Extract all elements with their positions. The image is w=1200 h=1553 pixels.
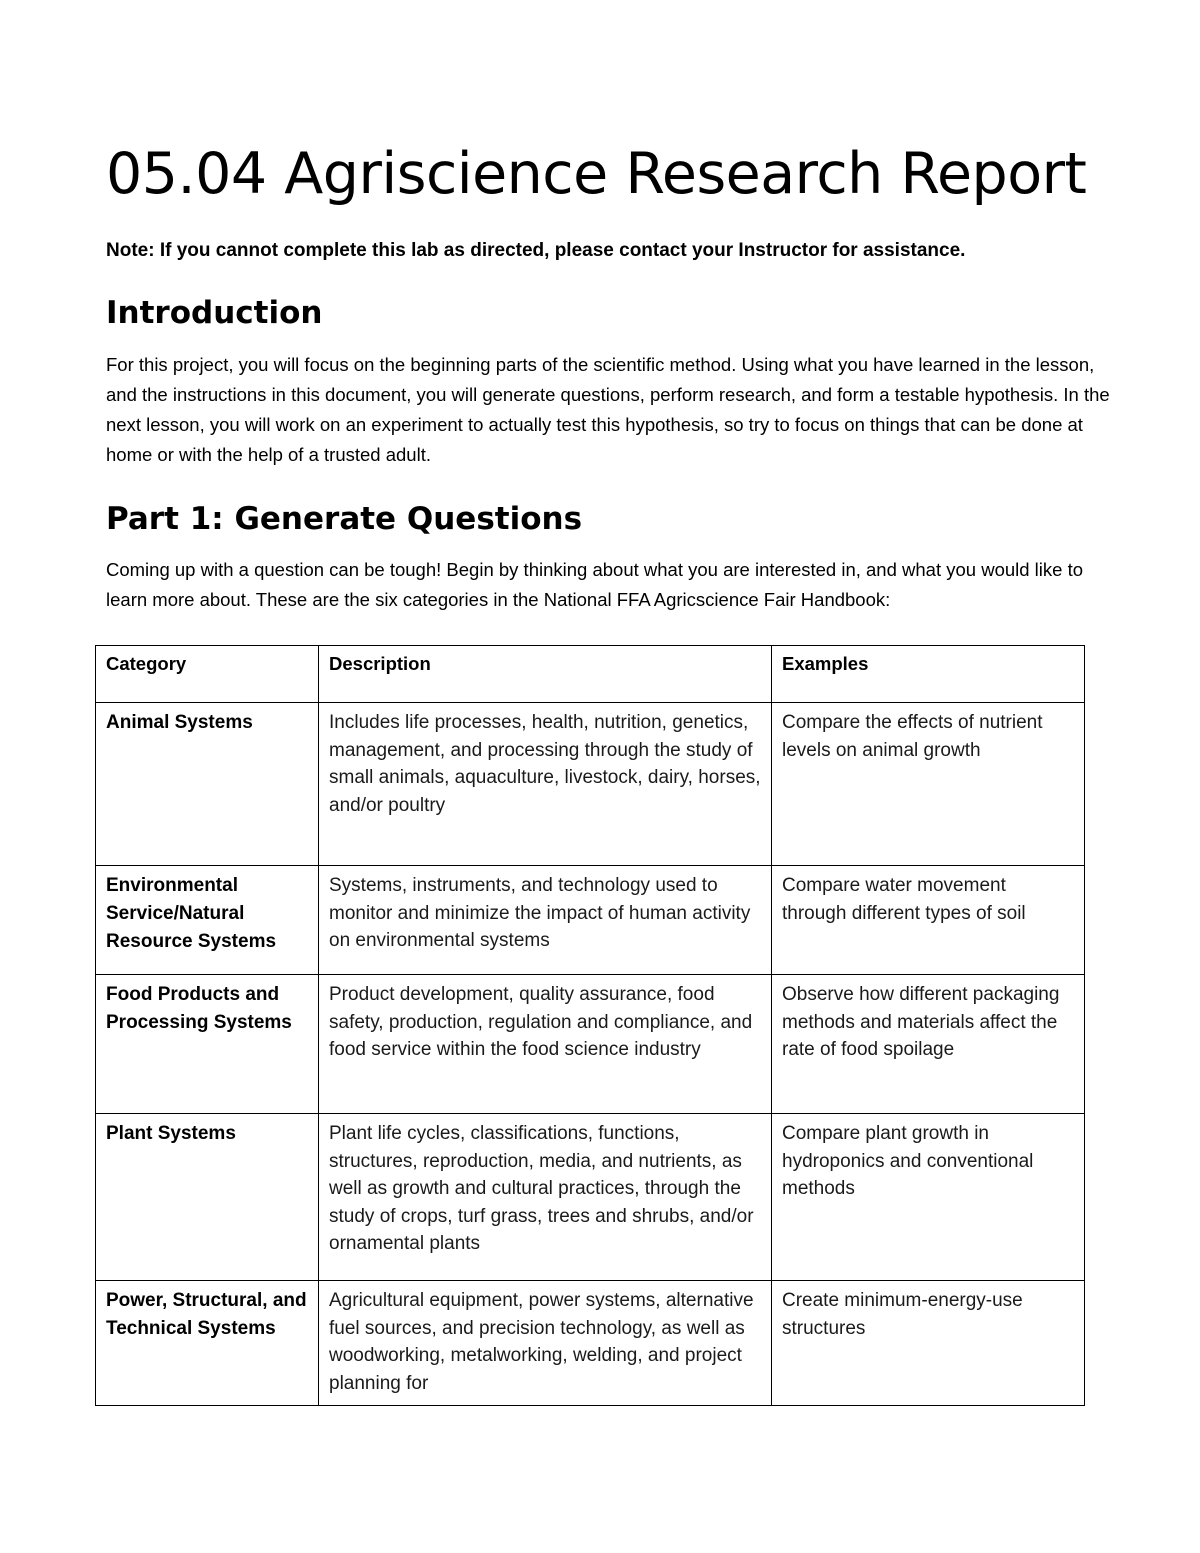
category-description: Plant life cycles, classifications, functions, structures, reproduction, media, and nutrients, as well as growth and cultural practices, through the study of crops, turf grass, trees and shrubs, and/or ornamental plants xyxy=(329,1123,754,1254)
table-row xyxy=(96,975,1085,1114)
table-row xyxy=(96,1114,1085,1281)
example-cell xyxy=(772,975,1085,1114)
header-cell-description xyxy=(319,646,772,703)
category-name: Environmental Service/Natural Resource Systems xyxy=(106,875,277,952)
category-example: Observe how different packaging methods and materials affect the rate of food spoilage xyxy=(782,984,1060,1060)
category-description: Agricultural equipment, power systems, alternative fuel sources, and precision technology, as well as woodworking, metalworking, welding, and project planning for xyxy=(329,1290,754,1394)
category-cell xyxy=(96,1281,319,1406)
category-cell xyxy=(96,866,319,975)
category-name: Food Products and Processing Systems xyxy=(106,984,292,1033)
description-cell xyxy=(319,703,772,866)
document-title: 05.04 Agriscience Research Report xyxy=(106,141,1087,207)
introduction-heading: Introduction xyxy=(106,295,323,331)
description-cell xyxy=(319,866,772,975)
introduction-paragraph: For this project, you will focus on the beginning parts of the scientific method. Using what you have learned in the lesson, and the instructions in this document, you will generate questions, perform research, and form a testable hypothesis. In the next lesson, you will work on an experiment to actually test this hypothesis, so try to focus on things that can be done at home or with the help of a trusted adult. xyxy=(106,354,1110,465)
description-cell xyxy=(319,1114,772,1281)
category-cell xyxy=(96,975,319,1114)
category-cell xyxy=(96,1114,319,1281)
example-cell xyxy=(772,1114,1085,1281)
table-row xyxy=(96,1281,1085,1406)
example-cell xyxy=(772,703,1085,866)
header-category-label: Category xyxy=(106,653,187,674)
category-description: Includes life processes, health, nutrition, genetics, management, and processing through the study of small animals, aquaculture, livestock, dairy, horses, and/or poultry xyxy=(329,712,761,816)
example-cell xyxy=(772,1281,1085,1406)
part1-heading: Part 1: Generate Questions xyxy=(106,501,583,537)
category-name: Power, Structural, and Technical Systems xyxy=(106,1290,307,1339)
table-row xyxy=(96,866,1085,975)
description-cell xyxy=(319,1281,772,1406)
category-cell xyxy=(96,703,319,866)
categories-table xyxy=(95,645,1085,1406)
category-example: Create minimum-energy-use structures xyxy=(782,1290,1023,1339)
category-example: Compare plant growth in hydroponics and conventional methods xyxy=(782,1123,1034,1199)
header-examples-label: Examples xyxy=(782,653,869,674)
table-header-row xyxy=(96,646,1085,703)
category-example: Compare water movement through different types of soil xyxy=(782,875,1026,924)
header-cell-category xyxy=(96,646,319,703)
header-description-label: Description xyxy=(329,653,431,674)
header-cell-examples xyxy=(772,646,1085,703)
category-description: Product development, quality assurance, food safety, production, regulation and compliance, and food service within the food science industry xyxy=(329,984,753,1060)
category-name: Plant Systems xyxy=(106,1123,236,1144)
part1-paragraph: Coming up with a question can be tough! Begin by thinking about what you are interested in, and what you would like to learn more about. These are the six categories in the National FFA Agricscience Fair Handbook: xyxy=(106,559,1084,610)
category-name: Animal Systems xyxy=(106,712,253,733)
table-row xyxy=(96,703,1085,866)
description-cell xyxy=(319,975,772,1114)
example-cell xyxy=(772,866,1085,975)
assistance-note: Note: If you cannot complete this lab as directed, please contact your Instructor for assistance. xyxy=(106,240,966,261)
category-example: Compare the effects of nutrient levels on animal growth xyxy=(782,712,1043,761)
category-description: Systems, instruments, and technology used to monitor and minimize the impact of human activity on environmental systems xyxy=(329,875,751,951)
